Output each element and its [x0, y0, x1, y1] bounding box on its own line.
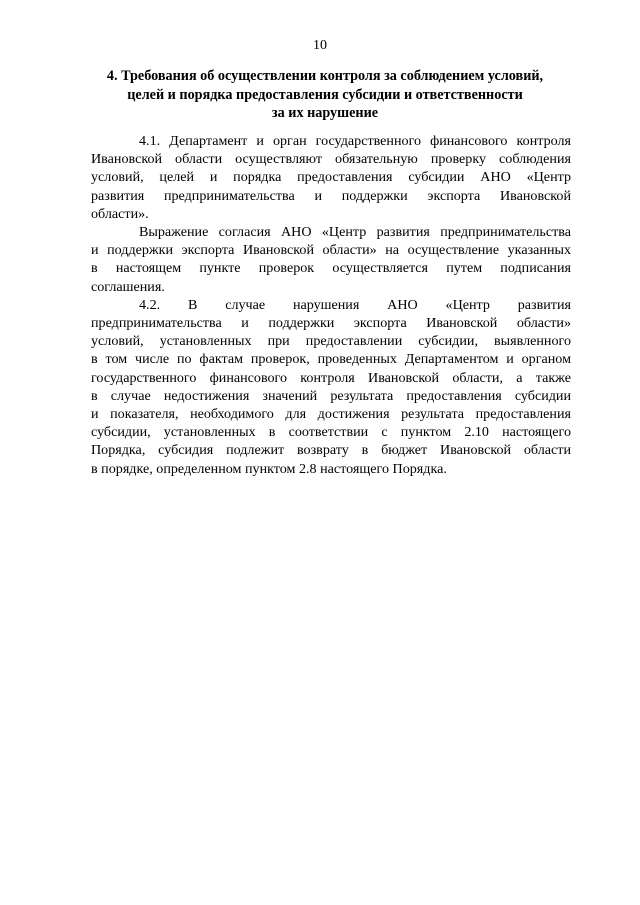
paragraph-4-1 [91, 132, 571, 223]
text-line: в порядке, определенном пунктом 2.8 настоящего Порядка. [91, 460, 447, 477]
section-heading-line: целей и порядка предоставления субсидии и ответственности [127, 86, 523, 103]
section-heading-line: за их нарушение [271, 105, 379, 121]
page-number: 10 [313, 38, 327, 53]
text-line: в настоящем пункте проверок осуществляется путем подписания [91, 260, 571, 277]
text-line: и поддержки экспорта Ивановской области» на осуществление указанных [91, 242, 571, 259]
paragraph-4-2 [91, 296, 571, 478]
text-line: 4.2. В случае нарушения АНО «Центр развития [139, 296, 571, 313]
section-body [91, 132, 571, 478]
text-line: в случае недостижения значений результата предоставления субсидии [91, 387, 571, 404]
text-line: области». [91, 205, 149, 222]
text-line: Выражение согласия АНО «Центр развития предпринимательства [139, 224, 571, 241]
text-line: соглашения. [91, 278, 165, 295]
text-line: субсидии, установленных в соответствии с пунктом 2.10 настоящего [91, 424, 571, 441]
text-line: развития предпринимательства и поддержки экспорта Ивановской [91, 187, 571, 204]
text-line: 4.1. Департамент и орган государственного финансового контроля [139, 133, 571, 149]
text-line: Ивановской области осуществляют обязательную проверку соблюдения [91, 151, 571, 168]
text-line: предпринимательства и поддержки экспорта Ивановской области» [91, 315, 571, 332]
text-line: условий, установленных при предоставлении субсидии, выявленного [91, 333, 571, 350]
text-line: условий, целей и порядка предоставления субсидии АНО «Центр [91, 169, 571, 186]
text-line: Порядка, субсидия подлежит возврату в бюджет Ивановской области [91, 442, 571, 459]
text-line: и показателя, необходимого для достижения результата предоставления [91, 406, 571, 423]
text-line: государственного финансового контроля Ивановской области, а также [91, 369, 571, 386]
paragraph-consent [91, 223, 571, 296]
section-heading [80, 67, 570, 123]
section-heading-line: 4. Требования об осуществлении контроля за соблюдением условий, [106, 68, 544, 84]
text-line: в том числе по фактам проверок, проведенных Департаментом и органом [91, 351, 571, 368]
